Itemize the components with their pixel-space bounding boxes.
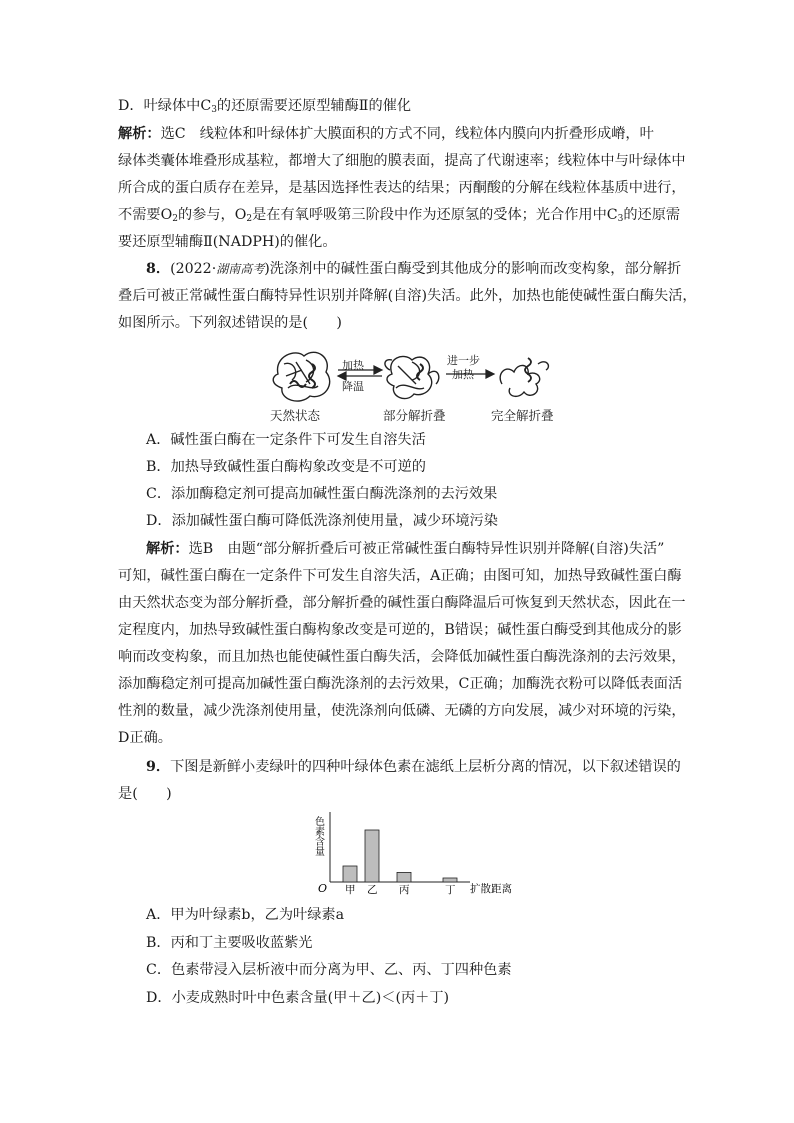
partial-unfolded-protein-icon: [385, 356, 439, 398]
q8-stem-line-2: 叠后可被正常碱性蛋白酶特异性识别并降解(自溶)失活。此外，加热也能使碱性蛋白酶失活，: [118, 288, 697, 304]
q8-option-b: B．加热导致碱性蛋白酶构象改变是不可逆的: [146, 459, 426, 475]
q9-stem-line-1: 9．下图是新鲜小麦绿叶的四种叶绿体色素在滤纸上层析分离的情况，以下叙述错误的: [146, 759, 681, 775]
q8-option-d: D．添加碱性蛋白酶可降低洗涤剂使用量，减少环境污染: [146, 513, 498, 529]
q8-analysis-line-6: 添加酶稳定剂可提高加碱性蛋白酶洗涤剂的去污效果，C正确；加酶洗衣粉可以降低表面活: [118, 676, 683, 692]
full-unfold-label: 完全解折叠: [491, 408, 554, 423]
bar-乙: [365, 830, 379, 882]
q8-stem-line-1: 8．(2022·湖南高考)洗涤剂中的碱性蛋白酶受到其他成分的影响而改变构象，部分解折: [146, 261, 682, 277]
full-unfolded-protein-icon: [500, 358, 548, 396]
q7-analysis-line-2: 绿体类囊体堆叠形成基粒，都增大了细胞的膜表面，提高了代谢速率；线粒体中与叶绿体中: [118, 153, 686, 169]
arrow1-bottom-label: 降温: [342, 380, 364, 393]
q8-analysis-line-2: 可知，碱性蛋白酶在一定条件下可发生自溶失活，A正确；由图可知，加热导致碱性蛋白酶: [118, 568, 682, 584]
partial-unfold-label: 部分解折叠: [383, 408, 446, 423]
arrow2-top-label: 进一步: [447, 354, 480, 367]
q8-analysis-line-7: 性剂的数量，减少洗涤剂使用量，使洗涤剂向低磷、无磷的方向发展，减少对环境的污染，: [118, 703, 686, 719]
q8-analysis-line-1: 解析：选B 由题“部分解折叠后可被正常碱性蛋白酶特异性识别并降解(自溶)失活”: [146, 541, 665, 557]
arrow1-top-label: 加热: [342, 359, 364, 372]
arrow2-bottom-label: 加热: [452, 368, 474, 381]
q7-analysis-line-3: 所合成的蛋白质存在差异，是基因选择性表达的结果；丙酮酸的分解在线粒体基质中进行，: [118, 180, 686, 196]
q8-option-c: C．添加酶稳定剂可提高加碱性蛋白酶洗涤剂的去污效果: [146, 486, 498, 502]
q9-option-c: C．色素带浸入层析液中而分离为甲、乙、丙、丁四种色素: [146, 962, 512, 978]
bar-丁: [443, 878, 457, 882]
tick-label-丁: 丁: [445, 884, 456, 896]
bar-甲: [343, 866, 357, 882]
tick-label-丙: 丙: [399, 884, 410, 896]
q9-option-d: D．小麦成熟时叶中色素含量(甲＋乙)＜(丙＋丁): [146, 990, 450, 1006]
q9-option-a: A．甲为叶绿素b，乙为叶绿素a: [146, 907, 345, 923]
q8-option-a: A．碱性蛋白酶在一定条件下可发生自溶失活: [146, 432, 426, 448]
tick-label-甲: 甲: [345, 884, 356, 896]
q7-analysis-line-4: 不需要$O_2$的参与，$O_2$是在有氧呼吸第三阶段中作为还原氢的受体；光合作用中$C_3$的还原需: [118, 207, 681, 224]
q8-analysis-line-4: 定程度内，加热导致碱性蛋白酶构象改变是可逆的，B错误；碱性蛋白酶受到其他成分的影: [118, 622, 682, 638]
q7-analysis-line-5: 要还原型辅酶Ⅱ(NADPH)的催化。: [118, 234, 337, 250]
origin-label: O: [318, 882, 328, 895]
q8-analysis-line-5: 响而改变构象，而且加热也能使碱性蛋白酶失活，会降低加碱性蛋白酶洗涤剂的去污效果，: [118, 649, 686, 665]
tick-label-乙: 乙: [367, 884, 378, 896]
q7-option-d: D．叶绿体中$C_3$的还原需要还原型辅酶Ⅱ的催化: [118, 98, 412, 115]
q8-stem-line-3: 如图所示。下列叙述错误的是( ): [118, 315, 342, 331]
q8-analysis-line-3: 由天然状态变为部分解折叠，部分解折叠的碱性蛋白酶降温后可恢复到天然状态，因此在一: [118, 595, 686, 611]
x-axis-label: 扩散距离: [470, 883, 512, 895]
q8-analysis-line-8: D正确。: [118, 730, 172, 746]
native-state-label: 天然状态: [270, 408, 321, 423]
q7-analysis-line-1: 解析：选C 线粒体和叶绿体扩大膜面积的方式不同，线粒体内膜向内折叠形成嵴，叶: [118, 126, 654, 142]
pigment-chart: [312, 808, 522, 898]
bar-丙: [397, 872, 411, 882]
native-state-protein-icon: [273, 352, 329, 401]
q9-stem-line-2: 是( ): [118, 786, 172, 802]
q9-option-b: B．丙和丁主要吸收蓝紫光: [146, 935, 313, 951]
y-axis-label: 色素含量: [312, 816, 324, 856]
